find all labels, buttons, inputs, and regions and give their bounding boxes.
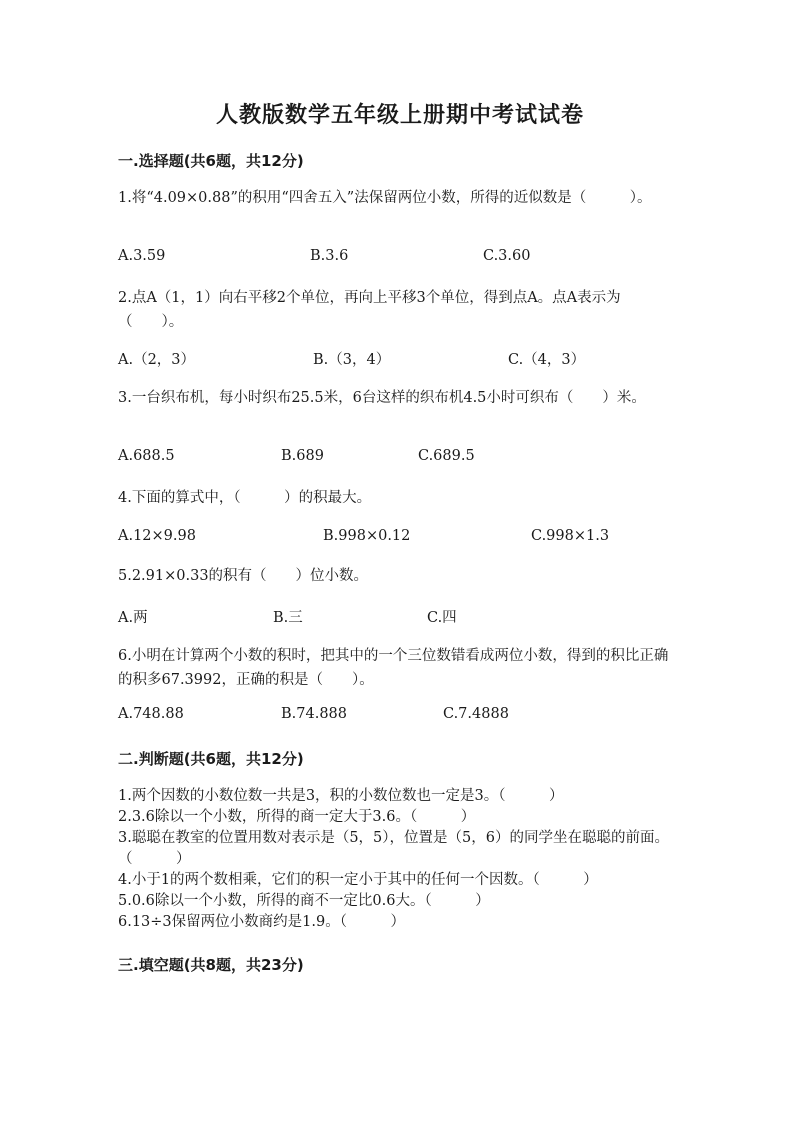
option-b: B.3.6 [310,248,349,264]
option-a: A.（2，3） [118,352,196,368]
choice-options-5 [118,606,718,628]
option-c: C.689.5 [418,448,475,464]
choice-question-2: 2.点A（1，1）向右平移2个单位，再向上平移3个单位，得到点A。点A表示为（ ）。 [118,290,621,330]
choice-options-1 [118,248,718,270]
option-a: A.12×9.98 [118,528,196,544]
option-a: A.3.59 [118,248,166,264]
option-b: B.（3，4） [313,352,391,368]
option-c: C.998×1.3 [531,528,610,544]
option-c: C.（4，3） [508,352,586,368]
judge-item-1: 1.两个因数的小数位数一共是3，积的小数位数也一定是3。（ ） [118,788,564,804]
choice-options-6 [118,706,718,728]
judge-item-3: 3.聪聪在教室的位置用数对表示是（5，5），位置是（5，6）的同学坐在聪聪的前面。（ ） [118,830,669,867]
option-c: C.7.4888 [443,706,509,722]
exam-title: 人教版数学五年级上册期中考试试卷 [215,103,584,128]
option-b: B.74.888 [281,706,348,722]
choice-options-4 [118,528,718,550]
option-c: C.四 [427,610,457,626]
option-a: A.688.5 [118,448,175,464]
section-heading-choice: 一.选择题(共6题，共12分) [118,152,304,170]
option-b: B.689 [281,448,324,464]
judge-item-5: 5.0.6除以一个小数，所得的商不一定比0.6大。（ ） [118,893,490,909]
judge-item-6: 6.13÷3保留两位小数商约是1.9。（ ） [118,914,405,930]
option-b: B.998×0.12 [323,528,411,544]
section-heading-fill: 三.填空题(共8题，共23分) [118,956,304,974]
choice-question-5: 5.2.91×0.33的积有（ ）位小数。 [118,568,369,584]
option-a: A.748.88 [118,706,184,722]
choice-options-3 [118,448,718,470]
choice-options-2 [118,348,718,370]
section-heading-judge: 二.判断题(共6题，共12分) [118,750,304,768]
choice-question-3: 3.一台织布机，每小时织布25.5米，6台这样的织布机4.5小时可织布（ ）米。 [118,390,646,406]
option-a: A.两 [118,610,148,626]
choice-question-6: 6.小明在计算两个小数的积时，把其中的一个三位数错看成两位小数，得到的积比正确的积多67.3992，正确的积是（ ）。 [118,648,669,688]
option-b: B.三 [273,610,303,626]
choice-question-1: 1.将“4.09×0.88”的积用“四舍五入”法保留两位小数，所得的近似数是（ ）。 [118,190,652,206]
judge-item-2: 2.3.6除以一个小数，所得的商一定大于3.6。（ ） [118,809,476,825]
option-c: C.3.60 [483,248,531,264]
judge-item-4: 4.小于1的两个数相乘，它们的积一定小于其中的任何一个因数。（ ） [118,872,598,888]
choice-question-4: 4.下面的算式中，（ ）的积最大。 [118,490,372,506]
